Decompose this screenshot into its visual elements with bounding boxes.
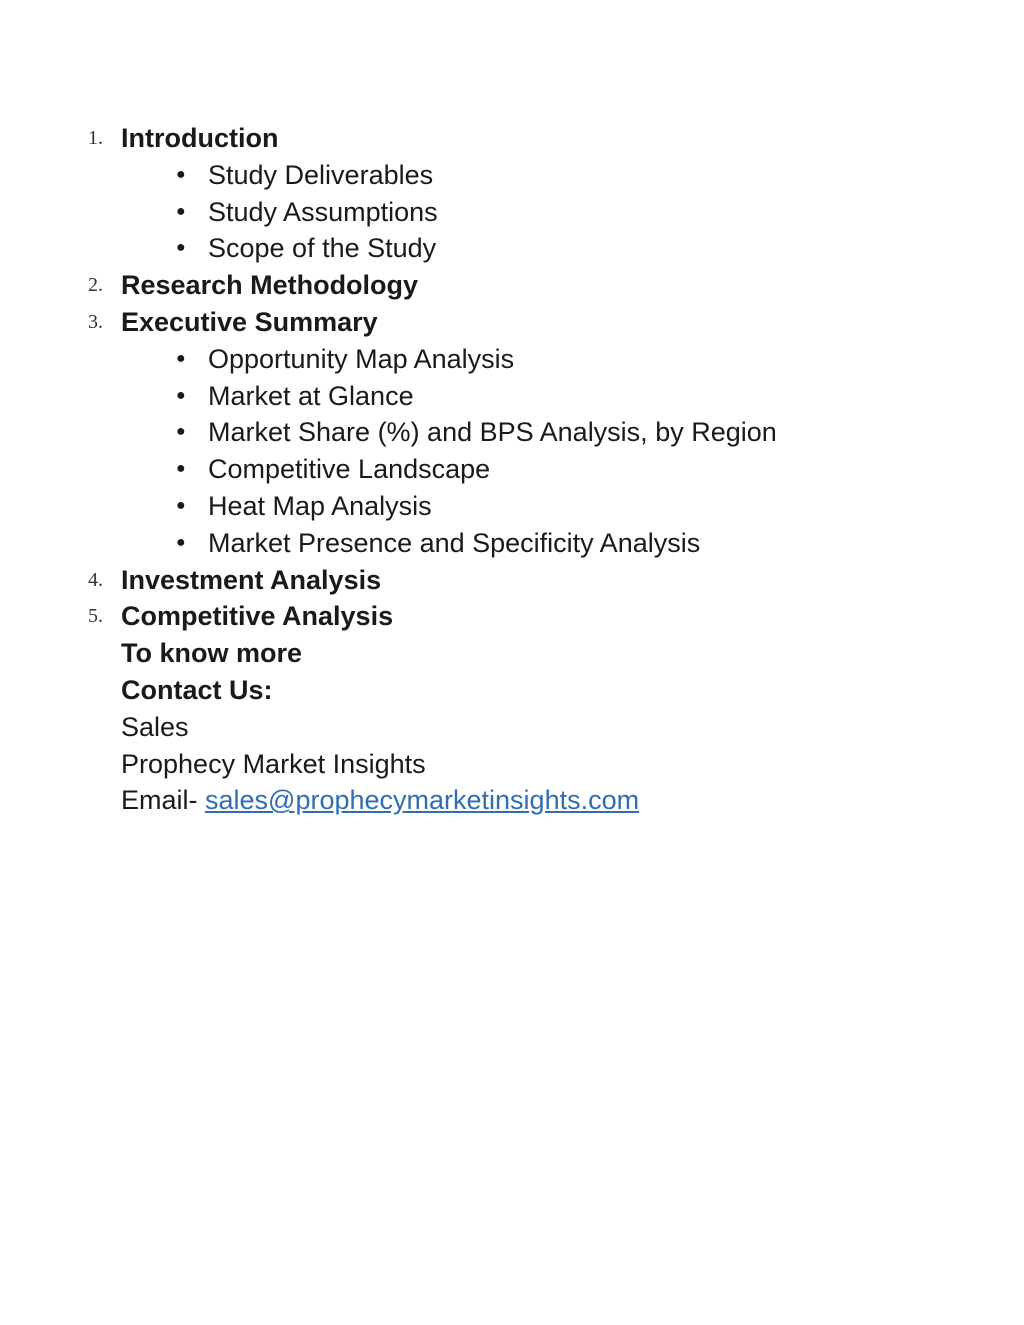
contact-dept-text: Sales (121, 711, 189, 742)
contact-us-heading (0, 672, 1024, 709)
toc-item-research-methodology (0, 267, 1024, 304)
toc-subitem (0, 488, 1024, 525)
contact-us-text: Contact Us: (121, 674, 273, 705)
toc-item-competitive-analysis (0, 598, 1024, 635)
email-link[interactable]: sales@prophecymarketinsights.com (205, 785, 640, 816)
bullet-icon: ● (176, 165, 186, 183)
toc-subitem (0, 378, 1024, 415)
toc-subitem (0, 230, 1024, 267)
bullet-icon: ● (176, 239, 186, 257)
toc-title: Executive Summary (121, 306, 378, 337)
bullet-icon: ● (176, 460, 186, 478)
toc-subitem (0, 341, 1024, 378)
toc-subitem (0, 157, 1024, 194)
bullet-icon: ● (176, 496, 186, 514)
know-more-heading (0, 635, 1024, 672)
email-prefix: Email- (121, 785, 206, 816)
toc-number: 2. (88, 274, 103, 297)
bullet-icon: ● (176, 202, 186, 220)
document-body (0, 120, 1024, 819)
toc-subitem (0, 414, 1024, 451)
toc-subitem-label: Study Deliverables (208, 159, 434, 190)
contact-company-text: Prophecy Market Insights (121, 748, 426, 779)
toc-item-investment-analysis (0, 562, 1024, 599)
contact-email-line (0, 782, 1024, 819)
toc-title: Competitive Analysis (121, 601, 394, 632)
toc-subitem (0, 525, 1024, 562)
know-more-text: To know more (121, 638, 303, 669)
bullet-icon: ● (176, 386, 186, 404)
contact-dept (0, 709, 1024, 746)
toc-subitem-label: Market at Glance (208, 380, 414, 411)
toc-item-introduction (0, 120, 1024, 157)
toc-number: 1. (88, 127, 103, 149)
toc-number: 4. (88, 568, 103, 591)
bullet-icon: ● (176, 423, 186, 441)
toc-subitem-label: Opportunity Map Analysis (208, 343, 515, 374)
toc-subitem-label: Market Presence and Specificity Analysis (208, 527, 701, 558)
toc-title: Introduction (121, 123, 279, 153)
toc-title: Investment Analysis (121, 564, 382, 595)
toc-subitem-label: Heat Map Analysis (208, 490, 432, 521)
toc-subitem (0, 451, 1024, 488)
toc-number: 5. (88, 605, 103, 628)
toc-subitem-label: Scope of the Study (208, 233, 437, 264)
toc-subitem-label: Competitive Landscape (208, 454, 491, 485)
bullet-icon: ● (176, 349, 186, 367)
toc-subitem (0, 194, 1024, 231)
bullet-icon: ● (176, 533, 186, 551)
contact-email-container (121, 782, 639, 819)
toc-number: 3. (88, 310, 103, 333)
toc-item-executive-summary (0, 304, 1024, 341)
contact-company (0, 746, 1024, 783)
toc-subitem-label: Study Assumptions (208, 196, 438, 227)
toc-subitem-label: Market Share (%) and BPS Analysis, by Region (208, 417, 777, 448)
toc-title: Research Methodology (121, 270, 419, 301)
